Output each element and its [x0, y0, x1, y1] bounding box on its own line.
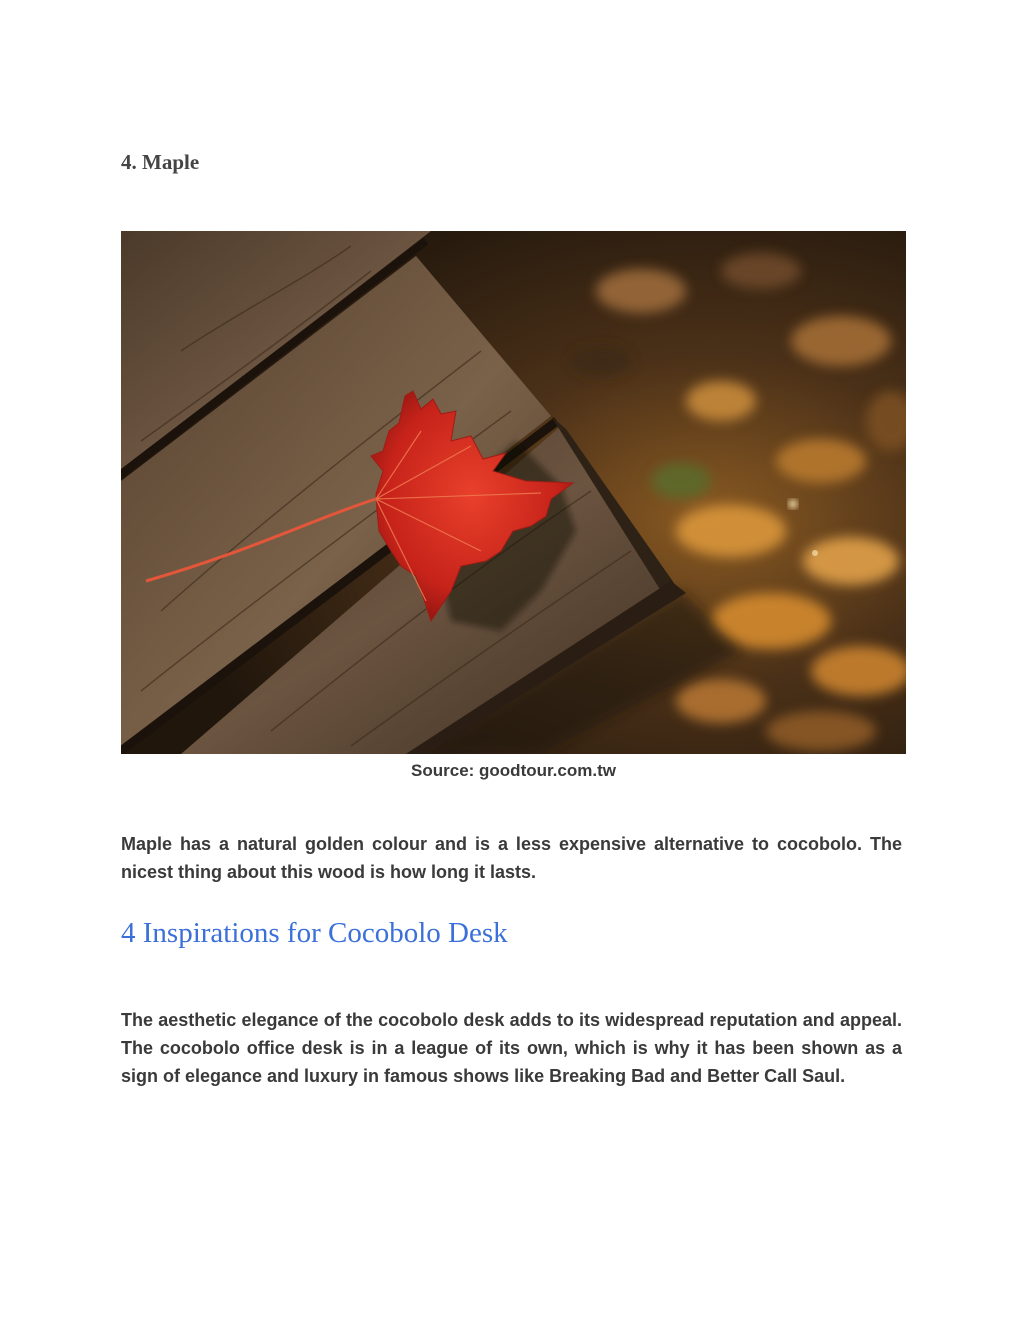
inspiration-paragraph: The aesthetic elegance of the cocobolo desk adds to its widespread reputation and appeal. The cocobolo office desk is in a league of its own, which is why it has been shown as a sign of elegance and luxury in famous shows like Breaking Bad and Better Call Saul.: [121, 1010, 902, 1086]
maple-subheading: 4. Maple: [121, 150, 200, 174]
section-heading: 4 Inspirations for Cocobolo Desk: [121, 917, 508, 949]
maple-paragraph: Maple has a natural golden colour and is a less expensive alternative to cocobolo. The nicest thing about this wood is how long it lasts.: [121, 834, 902, 882]
maple-leaf-photo: [121, 231, 906, 754]
image-caption: Source: goodtour.com.tw: [411, 761, 616, 780]
